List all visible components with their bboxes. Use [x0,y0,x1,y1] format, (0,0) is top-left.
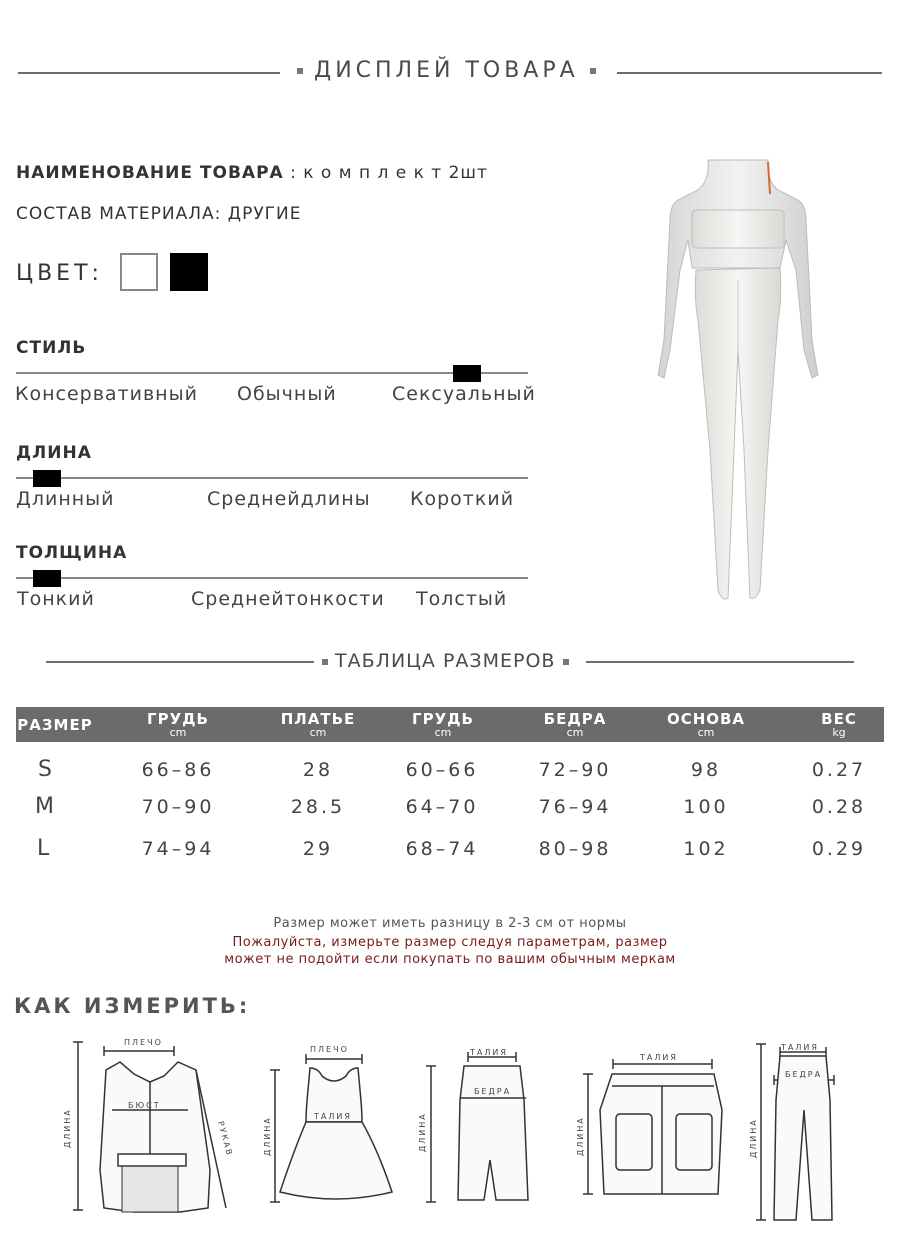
scale-thickness-marker [33,570,61,587]
scale-style-label-3: Сексуальный [392,383,536,405]
dress-shoulder-label: ПЛЕЧО [310,1045,349,1054]
table-cell: 64–70 [405,796,479,818]
skirt-length-label: ДЛИНА [418,1112,427,1152]
measure-warning-line2: может не подойти если покупать по вашим обычным меркам [224,952,676,967]
table-cell: 102 [683,838,729,860]
scale-style-label-2: Обычный [237,383,337,405]
table-cell: 98 [690,759,722,781]
jacket-sleeve-label: РУКАВ [216,1120,235,1158]
table-cell: 0.27 [811,759,867,781]
skirt-waist-label: ТАЛИЯ [470,1048,508,1057]
header-cell: ПЛАТЬЕ cm [280,710,356,739]
table-cell: 100 [683,796,729,818]
skirt-diagram [426,1052,528,1202]
table-cell: 0.29 [811,838,867,860]
skirt-hips-label: БЕДРА [474,1087,512,1096]
dress-length-label: ДЛИНА [263,1116,272,1156]
header-cell: ГРУДЬ cm [412,710,474,739]
scale-thickness-track [16,577,528,579]
scale-style-label-1: Консервативный [15,383,198,405]
header-cell: ВЕС kg [821,710,857,739]
pants-length-label: ДЛИНА [749,1118,758,1158]
product-name-value: : к о м п л е к т 2шт [290,163,488,183]
table-cell: 60–66 [405,759,479,781]
jacket-diagram [73,1042,226,1212]
scale-length-label-2: Среднейдлины [207,488,371,510]
header-cell: ОСНОВА cm [666,710,746,739]
table-cell: 29 [302,838,334,860]
square-bullet-icon [590,68,596,74]
table-cell: 72–90 [538,759,612,781]
header-title: ДИСПЛЕЙ ТОВАРА [314,58,579,83]
table-cell: 68–74 [405,838,479,860]
table-cell: 0.28 [811,796,867,818]
how-to-measure-title: КАК ИЗМЕРИТЬ: [14,994,251,1018]
size-cell: S [38,757,52,782]
pants-waist-label: ТАЛИЯ [781,1043,819,1052]
header-divider-right [617,72,882,74]
measure-diagrams [0,1030,900,1230]
color-swatch-black[interactable] [170,253,208,291]
scale-thickness-label-2: Среднейтонкости [191,588,385,610]
crop-top [692,210,784,248]
table-divider-left [46,661,314,663]
scale-style-title: СТИЛЬ [16,338,87,358]
jacket-bust-label: БЮСТ [128,1101,161,1110]
square-bullet-icon [322,659,328,665]
header-cell: ГРУДЬ cm [147,710,209,739]
product-name-label: НАИМЕНОВАНИЕ ТОВАРА [16,163,284,183]
material-value: ДРУГИЕ [227,204,302,224]
dress-waist-label: ТАЛИЯ [314,1112,352,1121]
jacket-shoulder-label: ПЛЕЧО [124,1038,163,1047]
size-table-title: ТАБЛИЦА РАЗМЕРОВ [335,650,556,672]
table-divider-right [586,661,854,663]
size-cell: M [35,794,54,819]
square-bullet-icon [297,68,303,74]
header-title-wrap [297,58,596,83]
scale-thickness-title: ТОЛЩИНА [16,543,128,563]
header-cell: РАЗМЕР [17,716,93,734]
product-photo [640,150,840,615]
dress-diagram [270,1054,392,1202]
header-divider-left [18,72,280,74]
size-cell: L [37,836,50,861]
scale-length-marker [33,470,61,487]
header-cell: БЕДРА cm [543,710,607,739]
color-swatch-white[interactable] [120,253,158,291]
shorts-length-label: ДЛИНА [576,1116,585,1156]
color-label: ЦВЕТ: [16,261,103,286]
scale-thickness-label-1: Тонкий [17,588,95,610]
measure-warning-line1: Пожалуйста, измерьте размер следуя параметрам, размер [232,935,668,950]
table-cell: 76–94 [538,796,612,818]
scale-length-track [16,477,528,479]
scale-style-marker [453,365,481,382]
shorts-waist-label: ТАЛИЯ [640,1053,678,1062]
scale-thickness-label-3: Толстый [416,588,508,610]
table-cell: 80–98 [538,838,612,860]
table-cell: 28.5 [290,796,346,818]
scale-style-track [16,372,528,374]
table-cell: 74–94 [141,838,215,860]
scale-length-label-1: Длинный [16,488,115,510]
shorts-diagram [583,1059,722,1194]
table-title-wrap [322,650,569,672]
jacket-length-label: ДЛИНА [63,1108,72,1148]
table-cell: 70–90 [141,796,215,818]
product-name-row [16,163,488,183]
scale-length-title: ДЛИНА [16,443,92,463]
scale-length-label-3: Короткий [410,488,515,510]
table-cell: 28 [302,759,334,781]
material-label: СОСТАВ МАТЕРИАЛА: [16,204,222,224]
size-table-header [16,707,884,742]
pants-hips-label: БЕДРА [785,1070,823,1079]
product-material-row [16,204,302,224]
size-note: Размер может иметь разницу в 2-3 см от нормы [273,916,627,931]
square-bullet-icon [563,659,569,665]
table-cell: 66–86 [141,759,215,781]
